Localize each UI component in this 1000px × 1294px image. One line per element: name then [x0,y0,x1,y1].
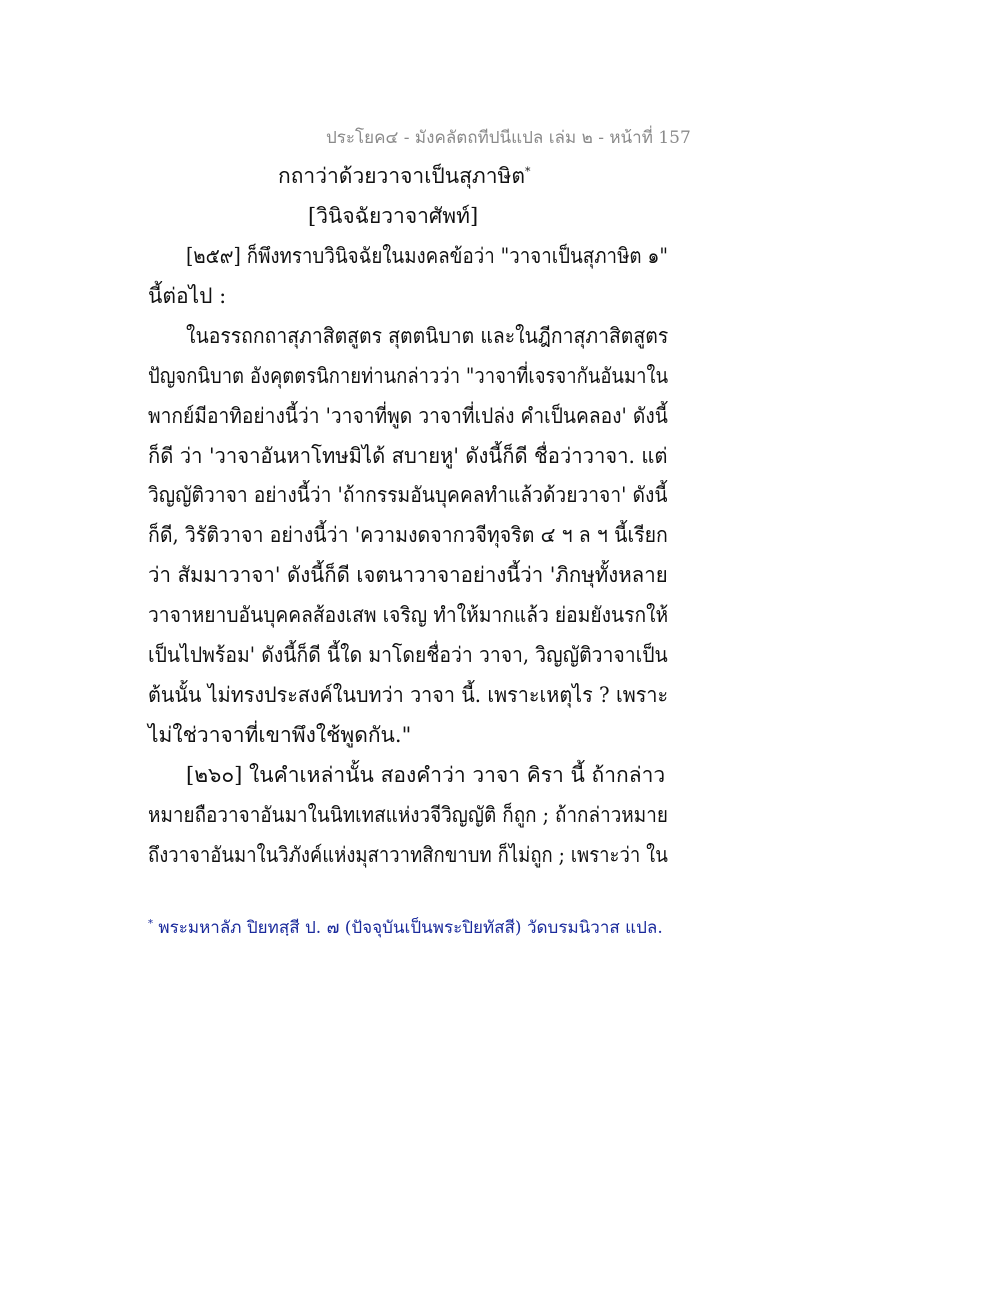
footnote-text: พระมหาลัภ ปิยทสฺสี ป. ๗ (ปัจจุบันเป็นพระปิยทัสสี) วัดบรมนิวาส แปล. [158,918,663,938]
section-title [278,160,531,193]
paragraph-line: วิญญัติวาจา อย่างนี้ว่า 'ถ้ากรรมอันบุคคลทำแล้วด้วยวาจา' ดังนี้ [148,483,668,507]
paragraph-line: เป็นไปพร้อม' ดังนี้ก็ดี นี้ใด มาโดยชื่อว่า วาจา, วิญญัติวาจาเป็น [148,643,668,667]
running-header: ประโยค๔ - มังคลัตถทีปนีแปล เล่ม ๒ - หน้าที่ 157 [326,128,691,148]
paragraph-line: พากย์มีอาทิอย่างนี้ว่า 'วาจาที่พูด วาจาที่เปล่ง คำเป็นคลอง' ดังนี้ [148,404,668,428]
paragraph-line: นี้ต่อไป : [148,284,227,308]
paragraph-line: [๒๖๐] ในคำเหล่านั้น สองคำว่า วาจา คิรา นี้ ถ้ากล่าว [186,763,666,787]
paragraph-line: ว่า สัมมาวาจา' ดังนี้ก็ดี เจตนาวาจาอย่างนี้ว่า 'ภิกษุทั้งหลาย [148,563,668,587]
paragraph-line: ปัญจกนิบาต อังคุตตรนิกายท่านกล่าวว่า "วาจาที่เจรจากันอันมาใน [148,364,669,388]
footnote-mark: * [148,918,153,930]
paragraph-line: หมายถือวาจาอันมาในนิทเทสแห่งวจีวิญญัติ ก็ถูก ; ถ้ากล่าวหมาย [148,803,668,827]
footnote-reference-mark: * [525,165,531,178]
section-subtitle: [วินิจฉัยวาจาศัพท์] [308,204,479,228]
paragraph-line: ถึงวาจาอันมาในวิภังค์แห่งมุสาวาทสิกขาบท ก็ไม่ถูก ; เพราะว่า ใน [148,843,668,867]
paragraph-line: ไม่ใช่วาจาที่เขาพึงใช้พูดกัน." [148,723,412,747]
footnote [148,914,663,941]
section-title-text: กถาว่าด้วยวาจาเป็นสุภาษิต [278,164,526,188]
paragraph-line: ในอรรถกถาสุภาสิตสูตร สุตตนิบาต และในฎีกาสุภาสิตสูตร [186,324,669,348]
paragraph-line: วาจาหยาบอันบุคคลส้องเสพ เจริญ ทำให้มากแล้ว ย่อมยังนรกให้ [148,603,669,627]
paragraph-line: ต้นนั้น ไม่ทรงประสงค์ในบทว่า วาจา นี้. เพราะเหตุไร ? เพราะ [148,683,669,707]
paragraph-line: [๒๕๙] ก็พึงทราบวินิจฉัยในมงคลข้อว่า "วาจาเป็นสุภาษิต ๑" [186,244,668,268]
paragraph-line: ก็ดี ว่า 'วาจาอันหาโทษมิได้ สบายหู' ดังนี้ก็ดี ชื่อว่าวาจา. แต่ [148,444,668,468]
paragraph-line: ก็ดี, วิรัติวาจา อย่างนี้ว่า 'ความงดจากวจีทุจริต ๔ ฯ ล ฯ นี้เรียก [148,523,668,547]
